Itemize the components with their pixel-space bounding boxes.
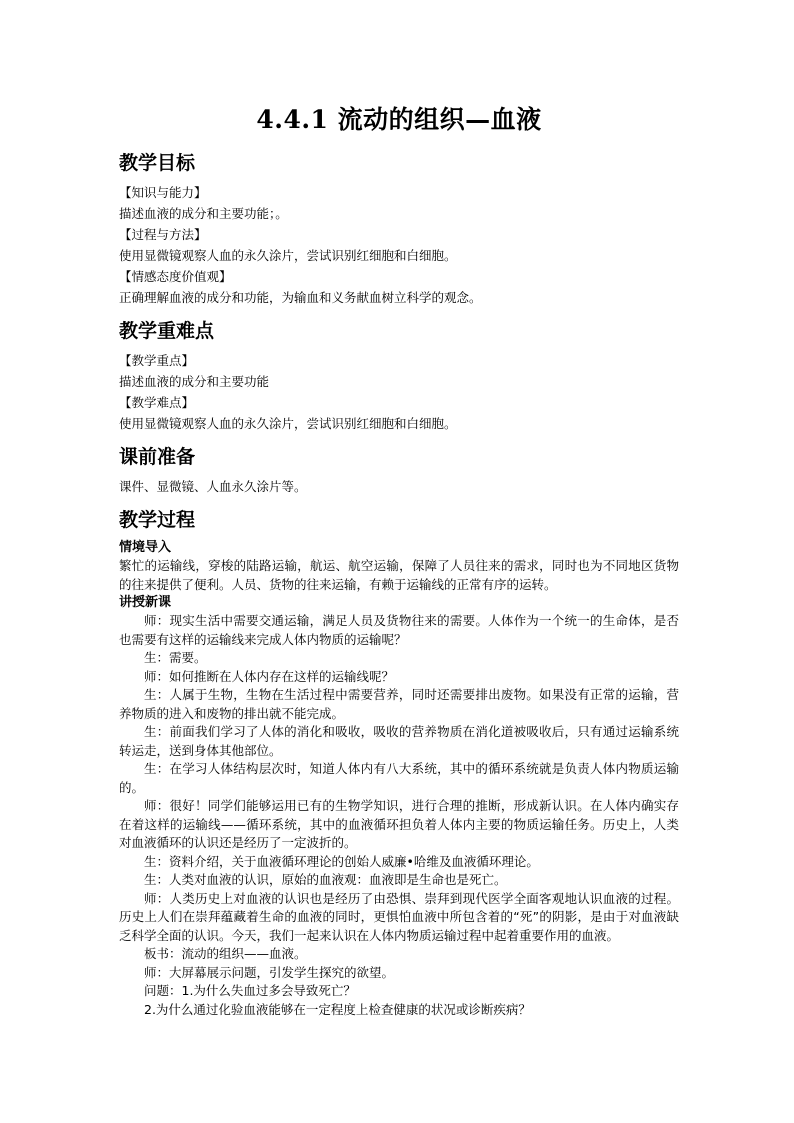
dialogue-line: 生：资料介绍，关于血液循环理论的创始人威廉•哈维及血液循环理论。 xyxy=(144,853,539,869)
subheading-scenario: 情境导入 xyxy=(119,540,172,555)
dialogue-line: 板书：流动的组织——血液。 xyxy=(144,946,307,961)
dialogue-line: 生：需要。 xyxy=(144,650,207,665)
question-line: 问题：1.为什么失血过多会导致死亡？ xyxy=(144,983,356,998)
label-difficulty: 【教学难点】 xyxy=(119,395,195,410)
text-knowledge: 描述血液的成分和主要功能；。 xyxy=(119,206,288,221)
text-emotion: 正确理解血液的成分和功能，为输血和义务献血树立科学的观念。 xyxy=(119,290,482,305)
heading-preparation: 课前准备 xyxy=(119,446,196,468)
text-process: 使用显微镜观察人血的永久涂片，尝试识别红细胞和白细胞。 xyxy=(119,248,457,263)
heading-key-points: 教学重难点 xyxy=(119,320,215,342)
text-difficulty: 使用显微镜观察人血的永久涂片，尝试识别红细胞和白细胞。 xyxy=(119,416,457,431)
text-preparation: 课件、显微镜、人血永久涂片等。 xyxy=(119,479,307,494)
text-scenario: 繁忙的运输线，穿梭的陆路运输，航运、航空运输，保障了人员往来的需求，同时也为不同地区货物的往来提供了便利。人员、货物的往来运输，有赖于运输线的正常有序的运转。 xyxy=(119,558,679,592)
dialogue-line: 生：人属于生物，生物在生活过程中需要营养，同时还需要排出废物。如果没有正常的运输，营养物质的进入和废物的排出就不能完成。 xyxy=(119,687,679,721)
document-page xyxy=(119,100,679,1019)
label-process: 【过程与方法】 xyxy=(119,227,207,242)
question-line: 2.为什么通过化验血液能够在一定程度上检查健康的状况或诊断疾病？ xyxy=(144,1001,531,1017)
heading-teaching-process: 教学过程 xyxy=(119,509,196,531)
dialogue-line: 师：人类历史上对血液的认识也是经历了由恐惧、崇拜到现代医学全面客观地认识血液的过程。历史上人们在崇拜蕴藏着生命的血液的同时，更惧怕血液中所包含着的“死”的阴影，是由于对血液缺乏科学全面的认识。今天，我们一起来认识在人体内物质运输过程中起着重要作用的血液。 xyxy=(119,890,679,943)
dialogue-line: 师：现实生活中需要交通运输，满足人员及货物往来的需要。人体作为一个统一的生命体，是否也需要有这样的运输线来完成人体内物质的运输呢？ xyxy=(119,613,679,647)
dialogue-line: 生：前面我们学习了人体的消化和吸收，吸收的营养物质在消化道被吸收后，只有通过运输系统转运走，送到身体其他部位。 xyxy=(119,724,679,758)
heading-teaching-goals: 教学目标 xyxy=(119,152,196,174)
document-title: 4.4.1 流动的组织—血液 xyxy=(256,105,542,134)
dialogue-line: 师：如何推断在人体内存在这样的运输线呢？ xyxy=(144,668,395,684)
label-knowledge: 【知识与能力】 xyxy=(119,185,207,200)
dialogue-line: 师：大屏幕展示问题，引发学生探究的欲望。 xyxy=(144,964,395,980)
dialogue-line: 师：很好！同学们能够运用已有的生物学知识，进行合理的推断，形成新认识。在人体内确实存在着这样的运输线——循环系统，其中的血液循环担负着人体内主要的物质运输任务。历史上，人类对血液循环的认识还是经历了一定波折的。 xyxy=(119,798,679,850)
dialogue-line: 生：在学习人体结构层次时，知道人体内有八大系统，其中的循环系统就是负责人体内物质运输的。 xyxy=(119,761,679,795)
label-key: 【教学重点】 xyxy=(119,353,195,368)
dialogue-line: 生：人类对血液的认识，原始的血液观：血液即是生命也是死亡。 xyxy=(144,872,507,887)
label-emotion: 【情感态度价值观】 xyxy=(119,269,232,284)
subheading-new-lesson: 讲授新课 xyxy=(119,595,172,610)
text-key: 描述血液的成分和主要功能 xyxy=(119,374,270,389)
